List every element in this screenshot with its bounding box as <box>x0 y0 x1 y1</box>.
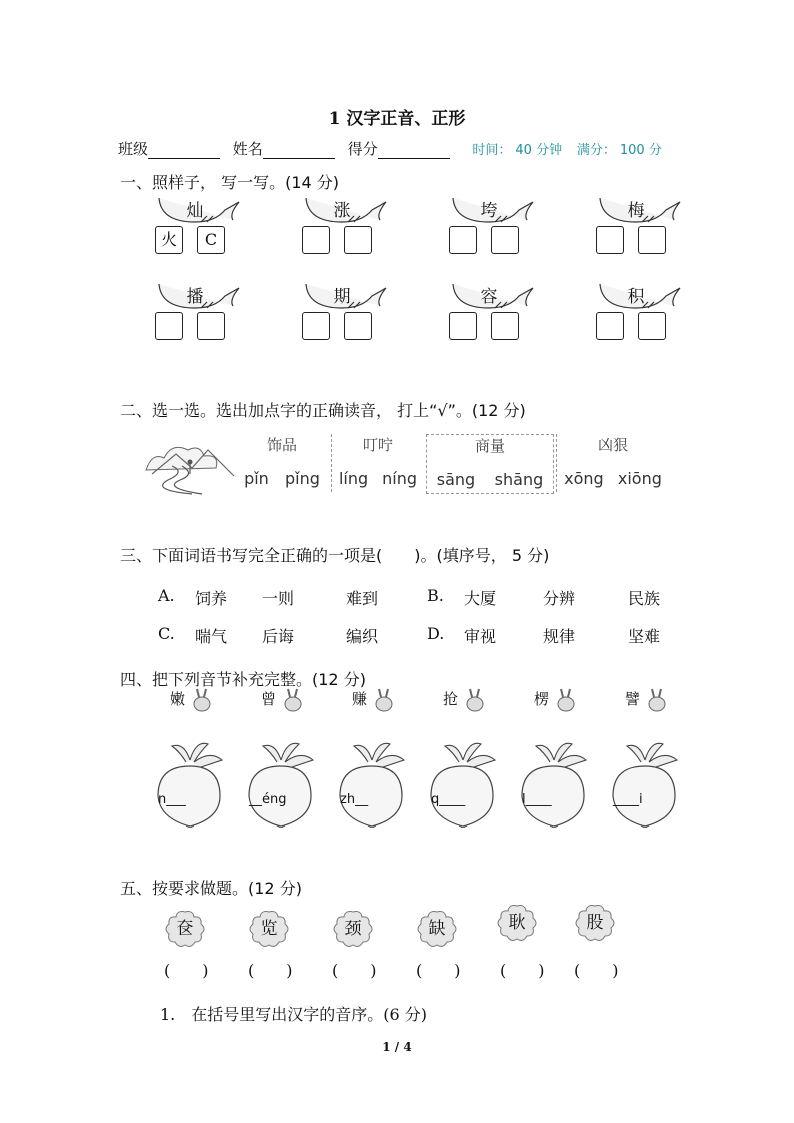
section2-heading: 二、选一选。选出加点字的正确读音， 打上“√”。(12 分) <box>120 401 526 420</box>
radical-box[interactable] <box>449 226 477 254</box>
radical-box[interactable]: 火 <box>155 226 183 254</box>
flower-char: 股 <box>586 913 604 933</box>
radical-box[interactable] <box>155 312 183 340</box>
bird-item <box>596 282 686 340</box>
answer-parentheses[interactable]: ( ) <box>500 961 545 980</box>
choice-word: 饲养 <box>195 589 228 608</box>
pinyin-option[interactable]: xōng <box>564 469 604 488</box>
choice-letter: C. <box>158 624 175 643</box>
radish-icon <box>514 738 594 828</box>
pinyin-group <box>236 434 328 492</box>
pinyin-word: 商量 <box>474 437 505 455</box>
radish-char: 楞 <box>534 690 550 708</box>
answer-parentheses[interactable]: ( ) <box>416 961 461 980</box>
name-label: 姓名 <box>232 140 263 158</box>
letter-box[interactable] <box>344 226 372 254</box>
rabbit-icon <box>645 688 669 712</box>
section3-heading: 三、下面词语书写完全正确的一项是( )。(填序号， 5 分) <box>120 546 550 565</box>
flower-item <box>416 910 458 948</box>
radish-icon <box>423 738 503 828</box>
choice-word: 规律 <box>543 627 576 646</box>
choice-word: 审视 <box>464 627 497 646</box>
radish-char: 曾 <box>261 690 277 708</box>
flower-item <box>332 910 374 948</box>
choice-word: 大厦 <box>464 589 497 608</box>
sample-char: 垮 <box>480 201 498 221</box>
syllable-blank[interactable]: q____ <box>431 792 466 807</box>
scenery-illustration <box>142 432 242 498</box>
flower-char: 颈 <box>344 919 362 939</box>
bird-item <box>302 282 392 340</box>
pinyin-option[interactable]: xiōng <box>617 469 662 488</box>
rabbit-icon <box>190 688 214 712</box>
choice-letter: A. <box>158 586 175 605</box>
pinyin-group <box>426 434 554 494</box>
answer-parentheses[interactable]: ( ) <box>164 961 209 980</box>
sample-char: 播 <box>186 287 204 307</box>
pinyin-word: 饰品 <box>266 436 297 454</box>
sample-char: 梅 <box>627 201 645 221</box>
pinyin-option[interactable]: sāng <box>436 470 476 489</box>
full-value: 100 分 <box>619 143 662 158</box>
syllable-blank[interactable]: zh__ <box>340 792 369 807</box>
choice-word: 分辨 <box>543 589 576 608</box>
syllable-blank[interactable]: l____ <box>522 792 552 807</box>
letter-box[interactable] <box>638 226 666 254</box>
letter-box[interactable] <box>638 312 666 340</box>
radish-icon <box>332 738 412 828</box>
pinyin-option[interactable]: níng <box>382 469 417 488</box>
bird-item <box>449 196 539 254</box>
rabbit-icon <box>281 688 305 712</box>
pinyin-word: 凶狠 <box>597 436 628 454</box>
choice-word: 喘气 <box>195 627 228 646</box>
sample-char: 涨 <box>333 201 351 221</box>
score-label: 得分 <box>347 140 378 158</box>
radical-box[interactable] <box>596 226 624 254</box>
letter-box[interactable] <box>197 312 225 340</box>
flower-item <box>574 904 616 942</box>
bird-item <box>155 282 245 340</box>
pinyin-option[interactable]: líng <box>338 469 369 488</box>
radical-box[interactable] <box>302 312 330 340</box>
bird-item <box>302 196 392 254</box>
name-blank[interactable] <box>263 144 335 159</box>
radish-icon <box>150 738 230 828</box>
rabbit-icon <box>372 688 396 712</box>
bird-item <box>155 196 245 254</box>
syllable-blank[interactable]: ____i <box>613 792 643 807</box>
syllable-blank[interactable]: n___ <box>158 792 186 807</box>
time-label: 时间： <box>472 143 512 158</box>
radish-char: 抢 <box>443 690 459 708</box>
choice-letter: B. <box>427 586 444 605</box>
section5-heading: 五、按要求做题。(12 分) <box>120 879 302 898</box>
flower-item <box>164 910 206 948</box>
question-1: 1. 在括号里写出汉字的音序。(6 分) <box>160 1005 428 1024</box>
radical-box[interactable] <box>449 312 477 340</box>
choice-word: 后诲 <box>262 627 295 646</box>
bird-item <box>449 282 539 340</box>
time-value: 40 分钟 <box>515 143 563 158</box>
radish-icon <box>241 738 321 828</box>
rabbit-icon <box>463 688 487 712</box>
flower-item <box>248 910 290 948</box>
section4-heading: 四、把下列音节补充完整。(12 分) <box>120 670 366 689</box>
flower-char: 奁 <box>176 919 194 939</box>
flower-char: 耿 <box>508 913 526 933</box>
sample-char: 灿 <box>186 201 204 221</box>
letter-box[interactable] <box>344 312 372 340</box>
radical-box[interactable] <box>302 226 330 254</box>
sample-char: 容 <box>480 287 498 307</box>
choice-word: 民族 <box>628 589 661 608</box>
choice-word: 一则 <box>262 589 295 608</box>
rabbit-icon <box>554 688 578 712</box>
pinyin-word: 叮咛 <box>362 436 393 454</box>
header-info <box>118 138 662 159</box>
syllable-blank[interactable]: __éng <box>249 792 287 807</box>
pinyin-option[interactable]: shāng <box>494 470 544 489</box>
pinyin-group <box>331 434 424 492</box>
section1-heading: 一、照样子， 写一写。(14 分) <box>120 173 340 192</box>
letter-box[interactable] <box>491 226 519 254</box>
radish-char: 嫩 <box>170 690 186 708</box>
sample-char: 积 <box>627 287 645 307</box>
class-label: 班级 <box>118 140 149 158</box>
flower-char: 览 <box>260 919 278 939</box>
choice-letter: D. <box>427 624 445 643</box>
bird-item <box>596 196 686 254</box>
flower-char: 缺 <box>428 919 446 939</box>
answer-parentheses[interactable]: ( ) <box>574 961 619 980</box>
page-number: 1 / 4 <box>382 1040 412 1054</box>
choice-word: 编织 <box>346 627 379 646</box>
sample-char: 期 <box>333 287 351 307</box>
radish-char: 赚 <box>352 690 368 708</box>
answer-parentheses[interactable]: ( ) <box>332 961 377 980</box>
choice-word: 坚难 <box>628 627 661 646</box>
radish-char: 譬 <box>625 690 641 708</box>
radish-icon <box>605 738 685 828</box>
radical-box[interactable] <box>596 312 624 340</box>
flower-item <box>496 904 538 942</box>
pinyin-group <box>556 434 669 492</box>
answer-parentheses[interactable]: ( ) <box>248 961 293 980</box>
pinyin-option[interactable]: pǐn <box>244 469 269 488</box>
score-blank[interactable] <box>378 144 450 159</box>
pinyin-option[interactable]: pǐng <box>285 469 320 488</box>
class-blank[interactable] <box>148 144 220 159</box>
letter-box[interactable]: C <box>197 226 225 254</box>
full-label: 满分： <box>576 143 616 158</box>
letter-box[interactable] <box>491 312 519 340</box>
page-title: 1 汉字正音、正形 <box>328 109 466 129</box>
choice-word: 难到 <box>346 589 379 608</box>
